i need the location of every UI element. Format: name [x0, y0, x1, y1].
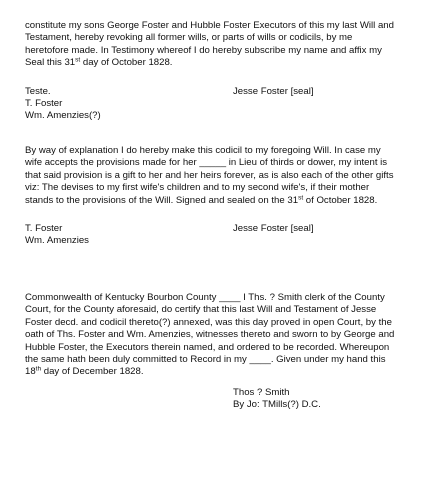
deputy-clerk-signature: By Jo: TMills(?) D.C. [233, 399, 321, 410]
will-closing-paragraph [25, 20, 420, 70]
codicil-paragraph [25, 145, 420, 207]
text-line: wife accepts the provisions made for her _____ in Lieu of thirds or dower, my intent is [25, 157, 388, 169]
text-line: that said provision is a gift to her and her heirs forever, as is also each of the other gifts [25, 169, 394, 181]
text-line: the same hath been duly committed to Record in my ____. Given under my hand this [25, 354, 386, 366]
text-line: viz: The devises to my first wife's children and to my second wife's, if their mother [25, 182, 370, 194]
testator-signature: Jesse Foster [seal] [233, 223, 314, 234]
ordinal-suffix: th [35, 365, 42, 373]
ordinal-suffix: st [298, 194, 304, 202]
teste-signature-row [25, 86, 425, 98]
text-line: Commonwealth of Kentucky Bourbon County ____ I Ths. ? Smith clerk of the County [25, 292, 385, 303]
witness-row [25, 110, 425, 122]
witness-row [25, 235, 425, 247]
probate-certificate-paragraph [25, 292, 420, 379]
text-fragment: Seal this 31 [25, 57, 76, 69]
text-line [25, 195, 420, 207]
witness-row [25, 98, 425, 110]
witness-name: T. Foster [25, 223, 63, 234]
text-fragment: 18 [25, 366, 36, 378]
text-line: oath of Ths. Foster and Wm. Amenzies, witnesses thereto and sworn to by George and [25, 329, 395, 341]
witness-name: Wm. Amenzies(?) [25, 110, 101, 121]
codicil-signature-row [25, 223, 425, 235]
text-fragment: day of December 1828. [41, 366, 144, 378]
clerk-signature: Thos ? Smith [233, 387, 290, 398]
witness-name: T. Foster [25, 98, 63, 109]
text-line: By way of explanation I do hereby make this codicil to my foregoing Will. In case my [25, 145, 381, 156]
text-line [25, 366, 420, 378]
text-fragment: of October 1828. [303, 194, 378, 206]
text-line [25, 57, 420, 69]
ordinal-suffix: st [75, 56, 81, 64]
testator-signature: Jesse Foster [seal] [233, 86, 314, 97]
witness-name: Wm. Amenzies [25, 235, 89, 246]
text-fragment: stands to the provisions of the Will. Signed and sealed on the 31 [25, 194, 299, 206]
text-line: heretofore made. In Testimony whereof I do hereby subscribe my name and affix my [25, 44, 382, 56]
text-line: Foster decd. and codicil thereto(?) annexed, was this day proved in open Court, by the [25, 316, 392, 328]
text-line: Hubble Foster, the Executors therein named, and ordered to be recorded. Whereupon [25, 341, 390, 353]
teste-label: Teste. [25, 86, 51, 97]
text-fragment: day of October 1828. [80, 57, 173, 69]
text-line: Court, for the County aforesaid, do certify that this last Will and Testament of Jesse [25, 304, 377, 316]
text-line: constitute my sons George Foster and Hubble Foster Executors of this my last Will and [25, 20, 394, 31]
text-line: Testament, hereby revoking all former wills, or parts of wills or codicils, by me [25, 32, 353, 44]
